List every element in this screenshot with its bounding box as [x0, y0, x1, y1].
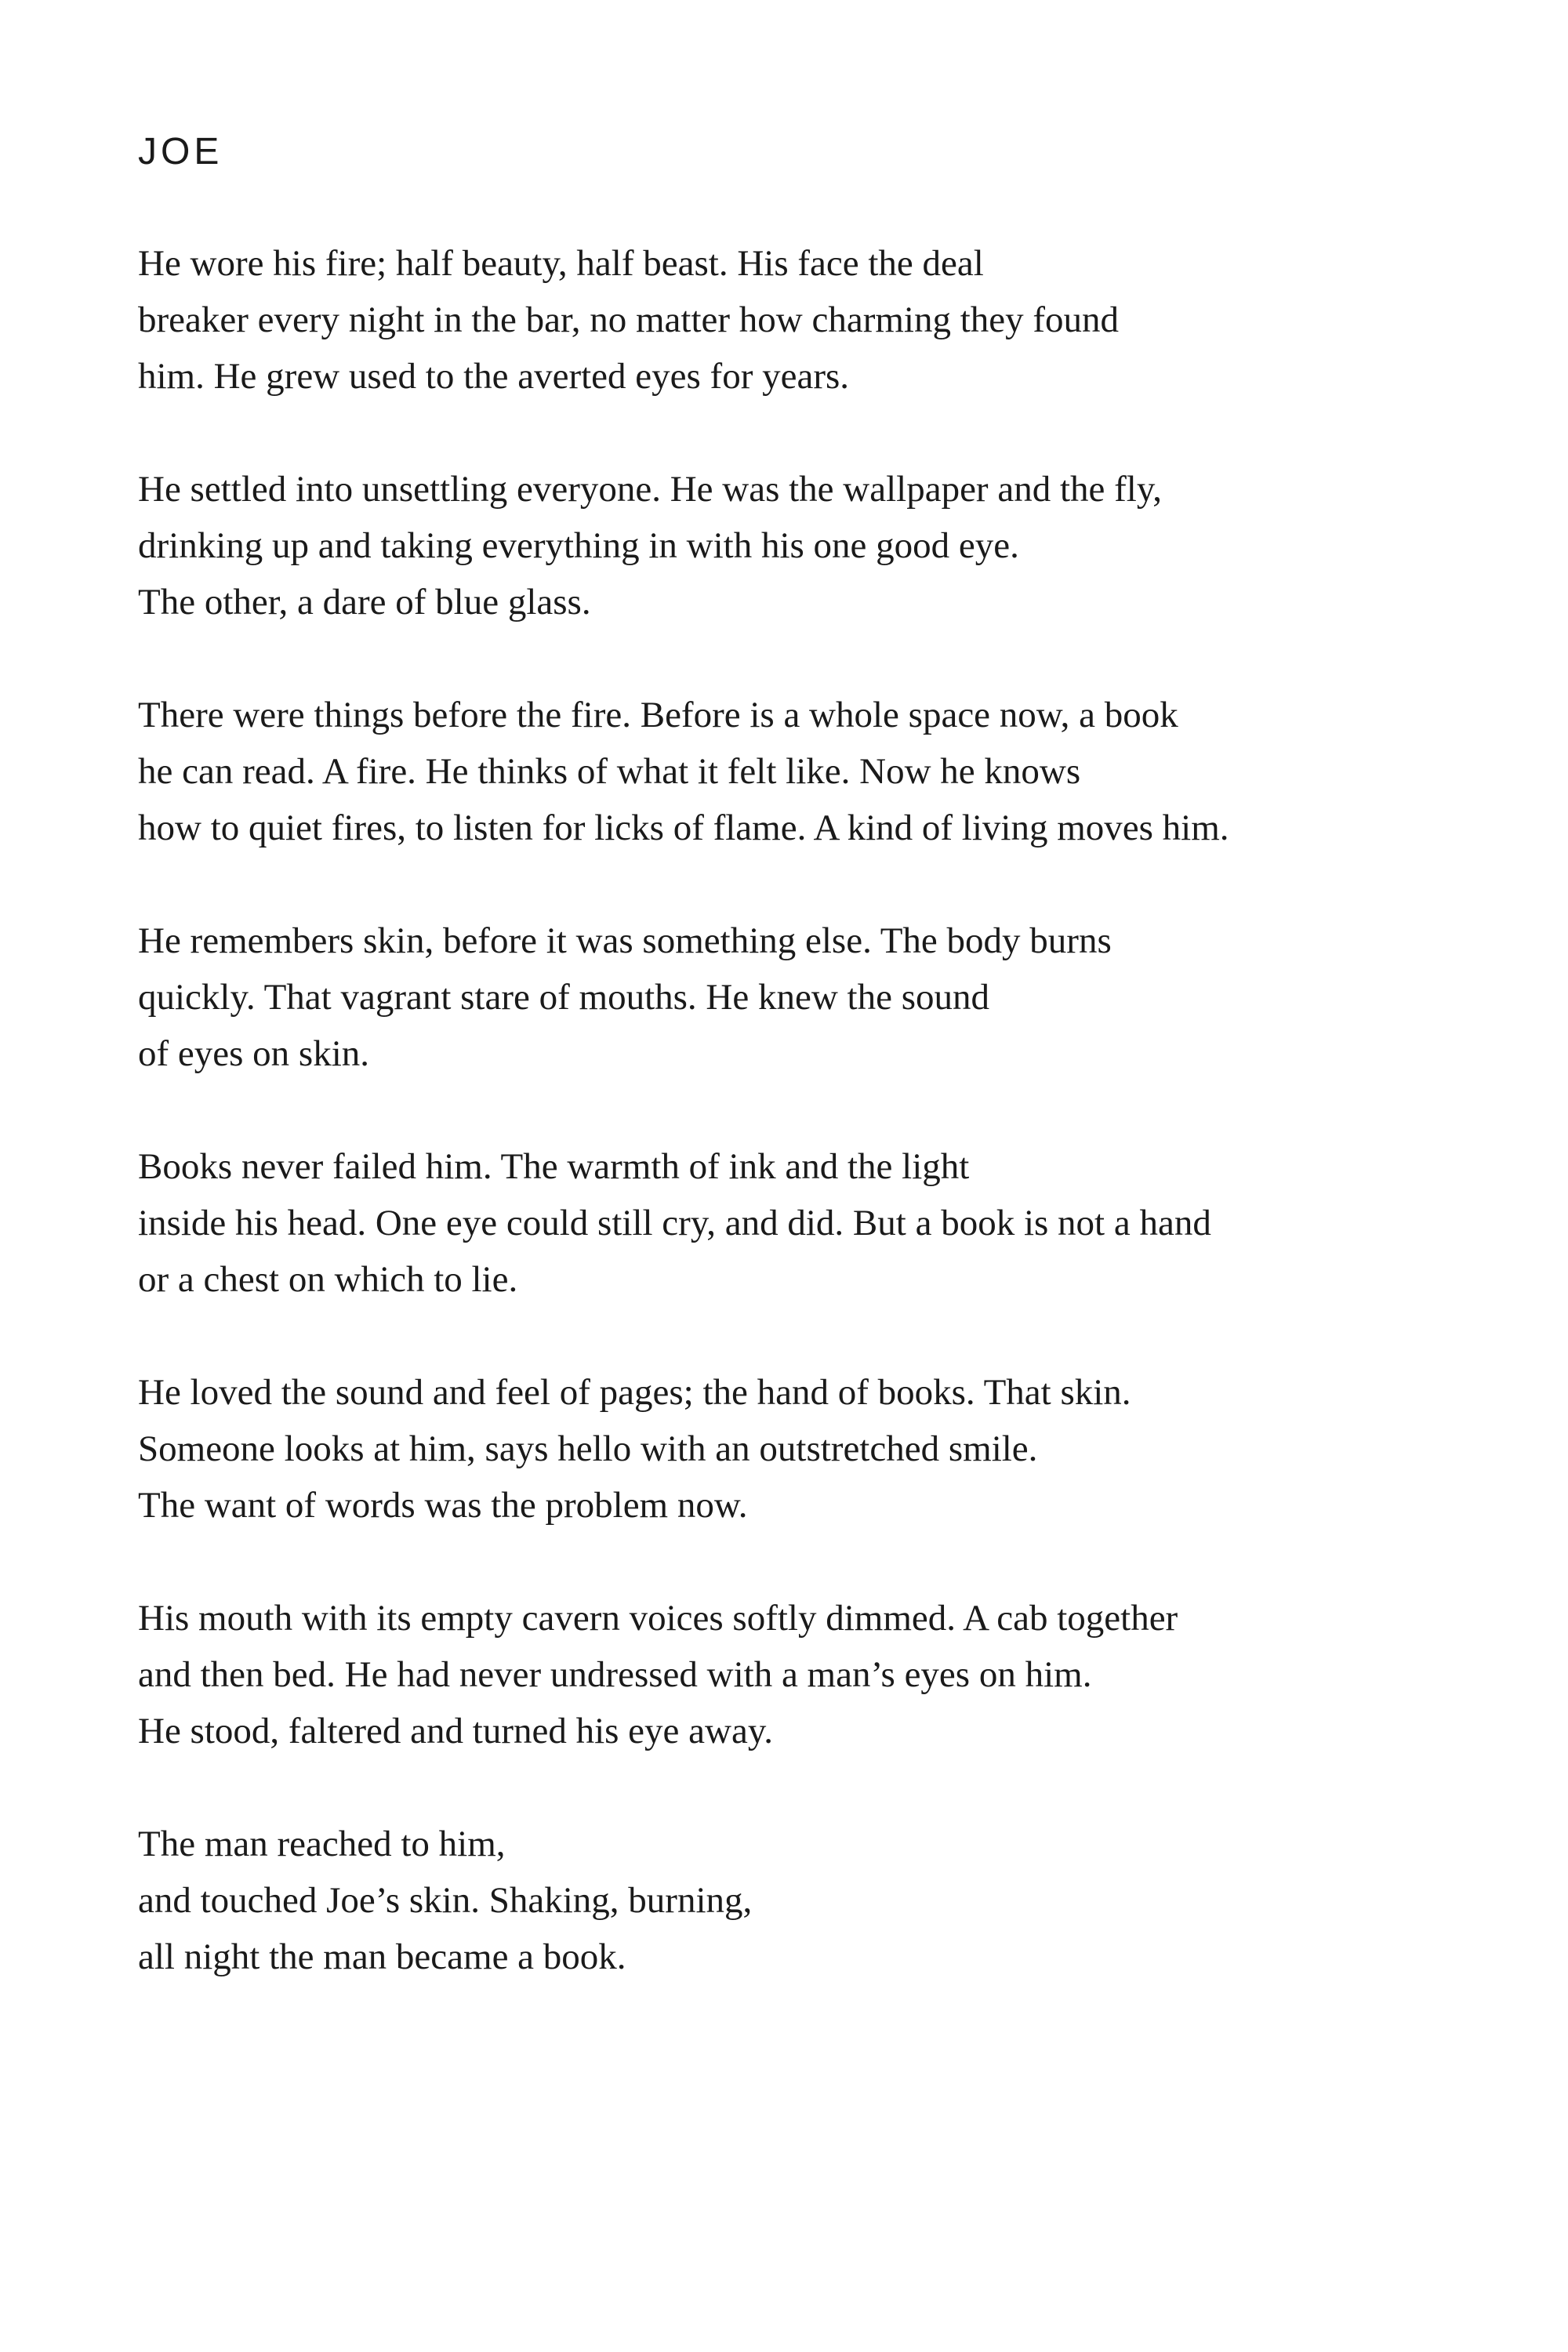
stanza: [138, 1364, 1534, 1534]
poem-line: or a chest on which to lie.: [138, 1259, 518, 1300]
poem-line: There were things before the fire. Before is a whole space now, a book: [138, 695, 1178, 735]
poem-line: of eyes on skin.: [138, 1033, 370, 1074]
poem-line: and touched Joe’s skin. Shaking, burning,: [138, 1880, 753, 1921]
stanza: [138, 235, 1534, 405]
poem-line: The man reached to him,: [138, 1824, 506, 1864]
poem-line: He wore his fire; half beauty, half beast. His face the deal: [138, 243, 984, 284]
stanza: [138, 1590, 1534, 1759]
poem-line: drinking up and taking everything in with his one good eye.: [138, 525, 1019, 566]
stanza: [138, 913, 1534, 1082]
poem-line: He stood, faltered and turned his eye away.: [138, 1711, 774, 1751]
poem-line: breaker every night in the bar, no matter how charming they found: [138, 299, 1120, 340]
poem-line: Books never failed him. The warmth of ink and the light: [138, 1146, 970, 1187]
poem-line: His mouth with its empty cavern voices softly dimmed. A cab together: [138, 1598, 1178, 1639]
poem-line: The want of words was the problem now.: [138, 1485, 748, 1526]
poem-line: He loved the sound and feel of pages; the hand of books. That skin.: [138, 1372, 1131, 1413]
poem-line: and then bed. He had never undressed with a man’s eyes on him.: [138, 1654, 1092, 1695]
stanza: [138, 1816, 1534, 1985]
poem-body: [138, 235, 1534, 2042]
stanza: [138, 461, 1534, 630]
poem-line: he can read. A fire. He thinks of what it felt like. Now he knows: [138, 751, 1081, 792]
poem-line: how to quiet fires, to listen for licks of flame. A kind of living moves him.: [138, 808, 1229, 848]
poem-line: all night the man became a book.: [138, 1936, 626, 1977]
poem-line: Someone looks at him, says hello with an outstretched smile.: [138, 1428, 1038, 1469]
poem-line: The other, a dare of blue glass.: [138, 582, 591, 622]
poem-line: He settled into unsettling everyone. He was the wallpaper and the fly,: [138, 469, 1163, 510]
stanza: [138, 1138, 1534, 1308]
poem-title: JOE: [138, 131, 223, 172]
poem-line: He remembers skin, before it was something else. The body burns: [138, 920, 1112, 961]
poem-line: inside his head. One eye could still cry, and did. But a book is not a hand: [138, 1203, 1211, 1243]
poem-line: quickly. That vagrant stare of mouths. He knew the sound: [138, 977, 989, 1018]
stanza: [138, 687, 1534, 856]
poem-line: him. He grew used to the averted eyes for years.: [138, 356, 850, 397]
